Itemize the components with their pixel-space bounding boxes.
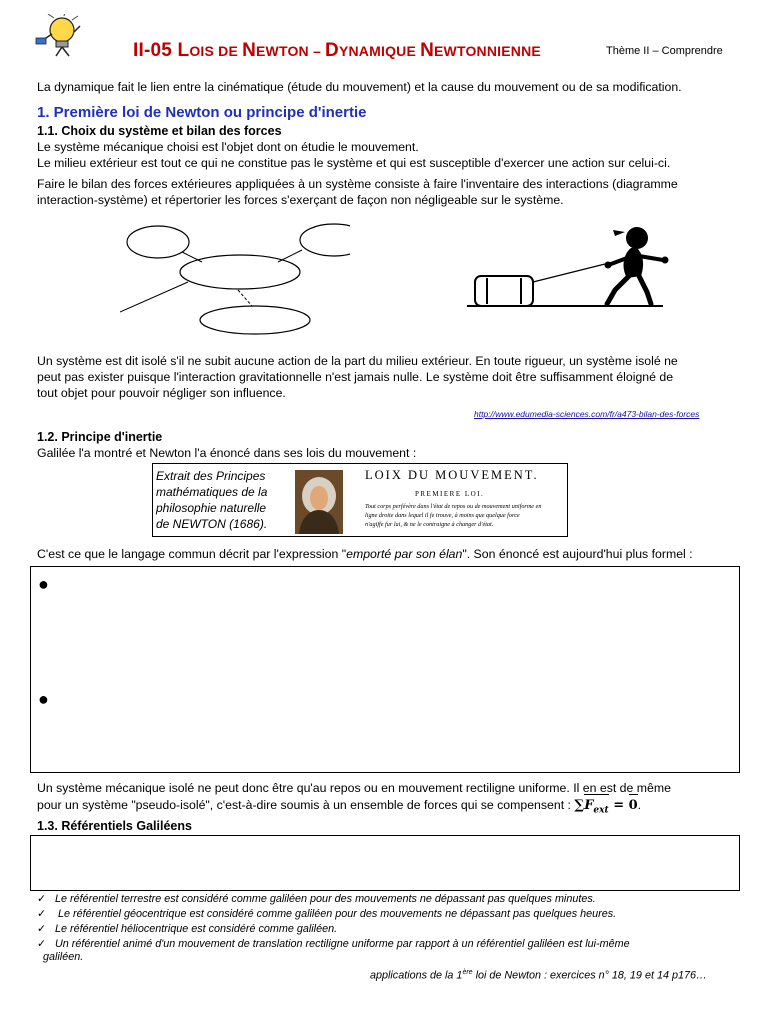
- edumedia-link[interactable]: http://www.edumedia-sciences.com/fr/a473-bilan-des-forces: [474, 409, 700, 419]
- isole-line-2: peut pas exister puisque l'interaction gravitationnelle n'est jamais nulle. Le système doit être suffisamment éloigné de: [37, 370, 674, 384]
- loix-text: Tout corps perfévère dans l'état de repos ou de mouvement uniforme en ligne droite dans lequel il fe trouve, à moins que quelque force n'agiffe fur lui, & ne le contraigne à changer d'état.: [365, 503, 542, 528]
- milieu-definition: Le milieu extérieur est tout ce qui ne constitue pas le système et qui est susceptible d'exercer une action sur celui-ci.: [37, 156, 671, 170]
- interaction-diagram: [120, 220, 350, 340]
- bilan-line-2: interaction-système) et répertorier les forces s'exerçant de façon non négligeable sur le système.: [37, 193, 564, 207]
- systeme-definition: Le système mécanique choisi est l'objet dont on étudie le mouvement.: [37, 140, 419, 154]
- referentiels-answer-box[interactable]: [30, 835, 740, 891]
- diagram-ellipse-left: [127, 226, 189, 258]
- loix-title: LOIX DU MOUVEMENT.: [365, 468, 539, 482]
- list-item-continuation: galiléen.: [43, 951, 84, 963]
- newton-extract-box: [152, 463, 568, 537]
- checkmark-icon: ✓: [37, 938, 47, 950]
- galilean-frames-list: [37, 893, 757, 964]
- newton-portrait-icon: [295, 470, 343, 534]
- theme-label: Thème II – Comprendre: [606, 45, 723, 57]
- bullet-2: ●: [38, 689, 49, 709]
- subsection-1-1-title: 1.1. Choix du système et bilan des forces: [37, 124, 282, 138]
- section-1-title: 1. Première loi de Newton ou principe d'inertie: [37, 104, 367, 121]
- subsection-1-2-title: 1.2. Principe d'inertie: [37, 430, 163, 444]
- pulling-figure-icon: [455, 220, 680, 315]
- page-title: II-05 LOIS DE NEWTON – DYNAMIQUE NEWTONNIENNE: [133, 40, 541, 61]
- loix-subtitle: PREMIERE LOI.: [415, 490, 485, 498]
- enonce-answer-box[interactable]: [30, 566, 740, 773]
- checkmark-icon: ✓: [37, 923, 47, 935]
- bilan-line-1: Faire le bilan des forces extérieures appliquées à un système consiste à faire l'inventaire des interactions (diagramme: [37, 177, 678, 191]
- list-item: ✓ Le référentiel terrestre est considéré comme galiléen pour des mouvements ne dépassant pas quelques minutes.: [37, 893, 596, 905]
- lightbulb-logo-icon: [34, 14, 84, 58]
- list-item: ✓ Un référentiel animé d'un mouvement de translation rectiligne uniforme par rapport à un référentiel galiléen est lui-même: [37, 938, 630, 950]
- forces-sum-formula: ∑ $F_{ext}$ = 0: [574, 798, 637, 813]
- galilee-line: Galilée l'a montré et Newton l'a énoncé dans ses lois du mouvement :: [37, 446, 417, 460]
- isole-line-3: tout objet pour pouvoir négliger son influence.: [37, 386, 286, 400]
- bullet-1: ●: [38, 574, 49, 594]
- diagram-ellipse-bottom: [200, 306, 310, 334]
- langage-line: C'est ce que le langage commun décrit par l'expression "emporté par son élan". Son énoncé est aujourd'hui plus formel :: [37, 547, 693, 561]
- subsection-1-3-title: 1.3. Référentiels Galiléens: [37, 819, 192, 833]
- list-item: ✓ Le référentiel géocentrique est considéré comme galiléen pour des mouvements ne dépassant pas quelques heures.: [37, 908, 617, 920]
- checkmark-icon: ✓: [37, 893, 47, 905]
- intro-text: La dynamique fait le lien entre la cinématique (étude du mouvement) et la cause du mouvement ou de sa modification.: [37, 80, 682, 94]
- list-item: ✓ Le référentiel héliocentrique est considéré comme galiléen.: [37, 923, 338, 935]
- extract-caption: Extrait des Principes mathématiques de la philosophie naturelle de NEWTON (1686).: [156, 469, 268, 531]
- checkmark-icon: ✓: [37, 908, 47, 920]
- diagram-ellipse-right: [300, 224, 350, 256]
- pseudo-isole-line-2: pour un système "pseudo-isolé", c'est-à-dire soumis à un ensemble de forces qui se compensent : ∑ $F_{ext}$ = 0.: [37, 797, 641, 819]
- isole-line-1: Un système est dit isolé s'il ne subit aucune action de la part du milieu extérieur. En toute rigueur, un système isolé ne: [37, 354, 678, 368]
- applications-footer: applications de la 1ère loi de Newton : exercices n° 18, 19 et 14 p176…: [370, 969, 707, 982]
- pseudo-isole-line-1: Un système mécanique isolé ne peut donc être qu'au repos ou en mouvement rectiligne uniforme. Il en est de même: [37, 781, 671, 795]
